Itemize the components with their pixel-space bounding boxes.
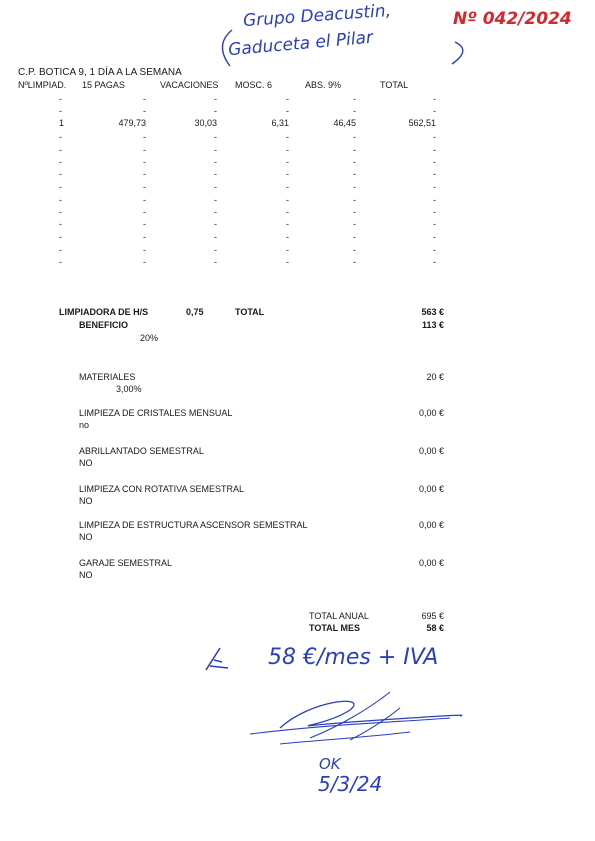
- table-row: [0, 245, 595, 257]
- total-value: 563 €: [421, 307, 444, 317]
- cell-vacation: -: [214, 182, 217, 192]
- cell-vacation: -: [214, 195, 217, 205]
- cell-vacation: -: [214, 106, 217, 116]
- cell-15-payments: -: [143, 145, 146, 155]
- handwritten-client-line1: Grupo Deacustin,: [242, 0, 392, 32]
- cell-absence: -: [353, 157, 356, 167]
- cell-15-payments: -: [143, 195, 146, 205]
- cell-total: -: [433, 169, 436, 179]
- cell-total: -: [433, 94, 436, 104]
- cell-absence: -: [353, 219, 356, 229]
- cell-cleaner-count: -: [59, 145, 62, 155]
- cell-mosc: -: [286, 232, 289, 242]
- initial-mark: [198, 640, 238, 680]
- extra-item-price: 20 €: [426, 372, 444, 382]
- table-row: [0, 207, 595, 219]
- cell-absence: -: [353, 169, 356, 179]
- cell-mosc: -: [286, 219, 289, 229]
- cell-mosc: -: [286, 145, 289, 155]
- cell-vacation: -: [214, 232, 217, 242]
- table-row: [0, 132, 595, 144]
- cell-total: -: [433, 106, 436, 116]
- column-header: 15 PAGAS: [82, 80, 125, 90]
- extra-item-price: 0,00 €: [418, 408, 444, 418]
- cell-absence: -: [353, 207, 356, 217]
- signature: [220, 680, 480, 760]
- extra-item-label: MATERIALES: [79, 372, 136, 382]
- cleaner-rate: 0,75: [186, 307, 204, 317]
- extra-item-included: NO: [79, 496, 93, 506]
- column-header: VACACIONES: [160, 80, 219, 90]
- cell-vacation: -: [214, 245, 217, 255]
- annual-total-value: 695 €: [421, 611, 444, 621]
- cell-total: -: [433, 257, 436, 267]
- cell-total: -: [433, 182, 436, 192]
- extra-item-price: 0,00 €: [418, 446, 444, 456]
- cell-mosc: 6,31: [271, 118, 289, 128]
- cell-cleaner-count: -: [59, 182, 62, 192]
- column-header: MOSC. 6: [235, 80, 273, 90]
- cell-absence: -: [353, 245, 356, 255]
- table-row: [0, 118, 595, 130]
- cell-mosc: -: [286, 94, 289, 104]
- column-header: ABS. 9%: [305, 80, 342, 90]
- cell-mosc: -: [286, 182, 289, 192]
- cell-cleaner-count: -: [59, 257, 62, 267]
- cell-vacation: -: [214, 219, 217, 229]
- extra-item-price: 0,00 €: [418, 520, 444, 530]
- table-row: [0, 195, 595, 207]
- cell-cleaner-count: -: [59, 245, 62, 255]
- cell-cleaner-count: 1: [59, 118, 65, 128]
- cell-15-payments: -: [143, 219, 146, 229]
- cell-15-payments: -: [143, 106, 146, 116]
- cell-15-payments: -: [143, 232, 146, 242]
- cell-vacation: -: [214, 132, 217, 142]
- total-label: TOTAL: [235, 307, 265, 317]
- cell-cleaner-count: -: [59, 132, 62, 142]
- cell-cleaner-count: -: [59, 157, 62, 167]
- cell-mosc: -: [286, 132, 289, 142]
- extra-item-included: 3,00%: [116, 384, 142, 394]
- cell-cleaner-count: -: [59, 207, 62, 217]
- cell-vacation: -: [214, 145, 217, 155]
- cell-15-payments: -: [143, 245, 146, 255]
- cell-vacation: -: [214, 157, 217, 167]
- cell-cleaner-count: -: [59, 106, 62, 116]
- cell-total: -: [433, 232, 436, 242]
- cell-absence: -: [353, 106, 356, 116]
- column-header: NºLIMPIAD.: [18, 80, 67, 90]
- extra-item-included: NO: [79, 532, 93, 542]
- cell-mosc: -: [286, 106, 289, 116]
- cell-total: 562,51: [408, 118, 436, 128]
- cell-15-payments: -: [143, 169, 146, 179]
- table-row: [0, 106, 595, 118]
- handwritten-client-line2: Gaduceta el Pilar: [227, 27, 374, 61]
- monthly-total-label: TOTAL MES: [309, 623, 361, 633]
- cell-cleaner-count: -: [59, 232, 62, 242]
- cell-absence: -: [353, 132, 356, 142]
- cell-total: -: [433, 145, 436, 155]
- extra-item-label: LIMPIEZA DE CRISTALES MENSUAL: [79, 408, 233, 418]
- cell-vacation: -: [214, 94, 217, 104]
- extra-item-included: NO: [79, 458, 93, 468]
- benefit-label: BENEFICIO: [79, 320, 129, 330]
- handwritten-ok: OK: [319, 755, 341, 773]
- table-row: [0, 157, 595, 169]
- table-row: [0, 145, 595, 157]
- table-row: [0, 257, 595, 269]
- cell-15-payments: -: [143, 257, 146, 267]
- cell-mosc: -: [286, 257, 289, 267]
- benefit-value: 113 €: [421, 320, 444, 330]
- extra-item-label: ABRILLANTADO SEMESTRAL: [79, 446, 204, 456]
- cleaner-label: LIMPIADORA DE H/S: [59, 307, 149, 317]
- table-row: [0, 169, 595, 181]
- extra-item-included: NO: [79, 570, 93, 580]
- cell-15-payments: -: [143, 94, 146, 104]
- extra-item-label: GARAJE SEMESTRAL: [79, 558, 173, 568]
- monthly-total-value: 58 €: [426, 623, 444, 633]
- cell-absence: -: [353, 94, 356, 104]
- cell-absence: -: [353, 232, 356, 242]
- cell-total: -: [433, 157, 436, 167]
- cell-mosc: -: [286, 169, 289, 179]
- table-header: [0, 80, 595, 92]
- extra-item-label: LIMPIEZA CON ROTATIVA SEMESTRAL: [79, 484, 245, 494]
- handwritten-document-number: Nº 042/2024: [453, 9, 572, 29]
- cell-absence: -: [353, 145, 356, 155]
- cell-total: -: [433, 207, 436, 217]
- cell-15-payments: -: [143, 157, 146, 167]
- table-row: [0, 182, 595, 194]
- cell-15-payments: 479,73: [118, 118, 146, 128]
- handwritten-monthly-note: 58 €/mes + IVA: [268, 645, 439, 670]
- cell-15-payments: -: [143, 182, 146, 192]
- cell-cleaner-count: -: [59, 219, 62, 229]
- extra-item-label: LIMPIEZA DE ESTRUCTURA ASCENSOR SEMESTRAL: [79, 520, 308, 530]
- cell-total: -: [433, 195, 436, 205]
- cell-vacation: -: [214, 207, 217, 217]
- extra-item-price: 0,00 €: [418, 558, 444, 568]
- table-row: [0, 219, 595, 231]
- cell-mosc: -: [286, 157, 289, 167]
- cell-mosc: -: [286, 207, 289, 217]
- cell-cleaner-count: -: [59, 169, 62, 179]
- handwritten-date: 5/3/24: [318, 772, 383, 796]
- table-row: [0, 94, 595, 106]
- cell-15-payments: -: [143, 207, 146, 217]
- cell-vacation: -: [214, 169, 217, 179]
- cell-absence: 46,45: [333, 118, 356, 128]
- cell-vacation: 30,03: [194, 118, 217, 128]
- annual-total-label: TOTAL ANUAL: [309, 611, 369, 621]
- extra-item-price: 0,00 €: [418, 484, 444, 494]
- benefit-percentage: 20%: [140, 333, 159, 343]
- cell-cleaner-count: -: [59, 94, 62, 104]
- extra-item-included: no: [79, 420, 90, 430]
- cell-15-payments: -: [143, 132, 146, 142]
- cell-vacation: -: [214, 257, 217, 267]
- column-header: TOTAL: [380, 80, 409, 90]
- page-title: C.P. BOTICA 9, 1 DÍA A LA SEMANA: [18, 67, 182, 78]
- cell-total: -: [433, 132, 436, 142]
- cell-total: -: [433, 219, 436, 229]
- cell-absence: -: [353, 182, 356, 192]
- cell-cleaner-count: -: [59, 195, 62, 205]
- cell-total: -: [433, 245, 436, 255]
- table-row: [0, 232, 595, 244]
- cell-mosc: -: [286, 195, 289, 205]
- cell-absence: -: [353, 195, 356, 205]
- cell-absence: -: [353, 257, 356, 267]
- cell-mosc: -: [286, 245, 289, 255]
